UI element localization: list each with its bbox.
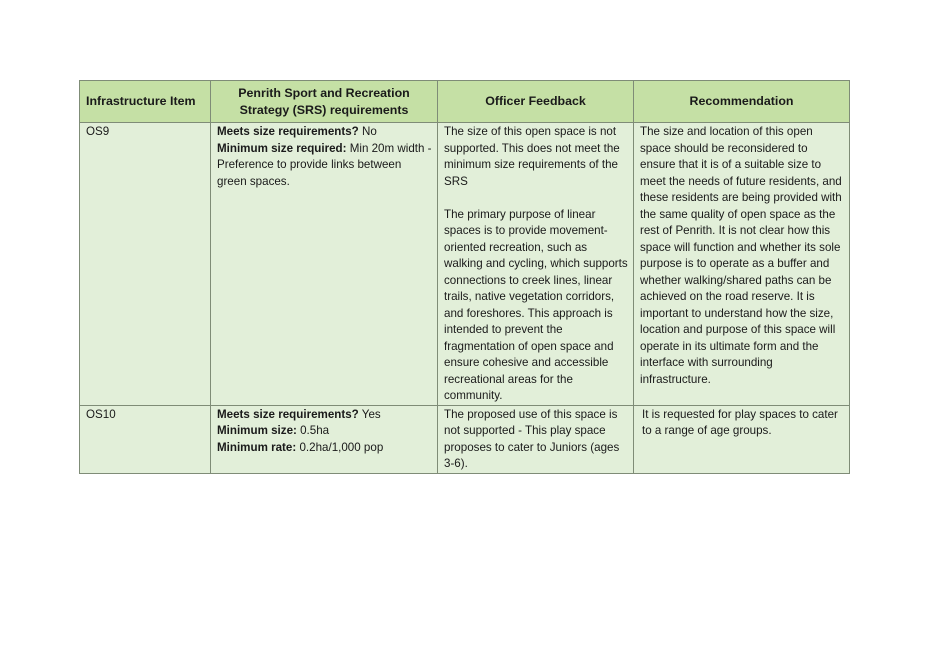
table-row [80,123,850,406]
requirement-line: Minimum size: 0.5ha [217,424,330,437]
srs-table [79,80,850,474]
cell-feedback [438,405,634,473]
cell-recommendation: The size and location of this open space should be reconsidered to ensure that it is of a suitable size to meet the needs of future residents, and these residents are being provided with the same quality of open space as the rest of Penrith. It is not clear how this space will function and whether its sole purpose is to operate as a buffer and whether walking/shared paths can be achieved on the road reserve. It is important to understand how the size, location and purpose of this space will operate in its ultimate form and the interface with surrounding infrastructure. [634,123,850,406]
header-recommendation: Recommendation [634,81,850,123]
requirement-line: Minimum rate: 0.2ha/1,000 pop [217,440,384,454]
header-officer-feedback: Officer Feedback [438,81,634,123]
table-header-row [80,81,850,123]
cell-feedback [438,123,634,406]
table-row [80,405,850,473]
feedback-paragraph: The size of this open space is not supported. This does not meet the minimum size requirements of the SRS [444,125,620,188]
cell-item: OS9 [80,123,211,406]
feedback-paragraph: The primary purpose of linear spaces is to provide movement-oriented recreation, such as walking and cycling, which supports connections to creek lines, linear trails, native vegetation corridors, and foreshores. This approach is intended to prevent the fragmentation of open space and ensure cohesive and accessible recreational areas for the community. [444,207,628,402]
header-srs-requirements: Penrith Sport and Recreation Strategy (SRS) requirements [211,81,438,123]
header-infrastructure-item: Infrastructure Item [80,81,211,123]
feedback-paragraph: The proposed use of this space is not supported - This play space proposes to cater to Juniors (ages 3-6). [444,407,620,470]
requirement-line: Meets size requirements? No [217,125,377,138]
cell-recommendation: It is requested for play spaces to cater to a range of age groups. [634,405,850,473]
requirement-line: Meets size requirements? Yes [217,407,381,421]
cell-requirements [211,405,438,473]
requirement-line: Minimum size required: Min 20m width - Preference to provide links between green spaces. [217,141,432,188]
cell-item: OS10 [80,405,211,473]
cell-requirements [211,123,438,406]
